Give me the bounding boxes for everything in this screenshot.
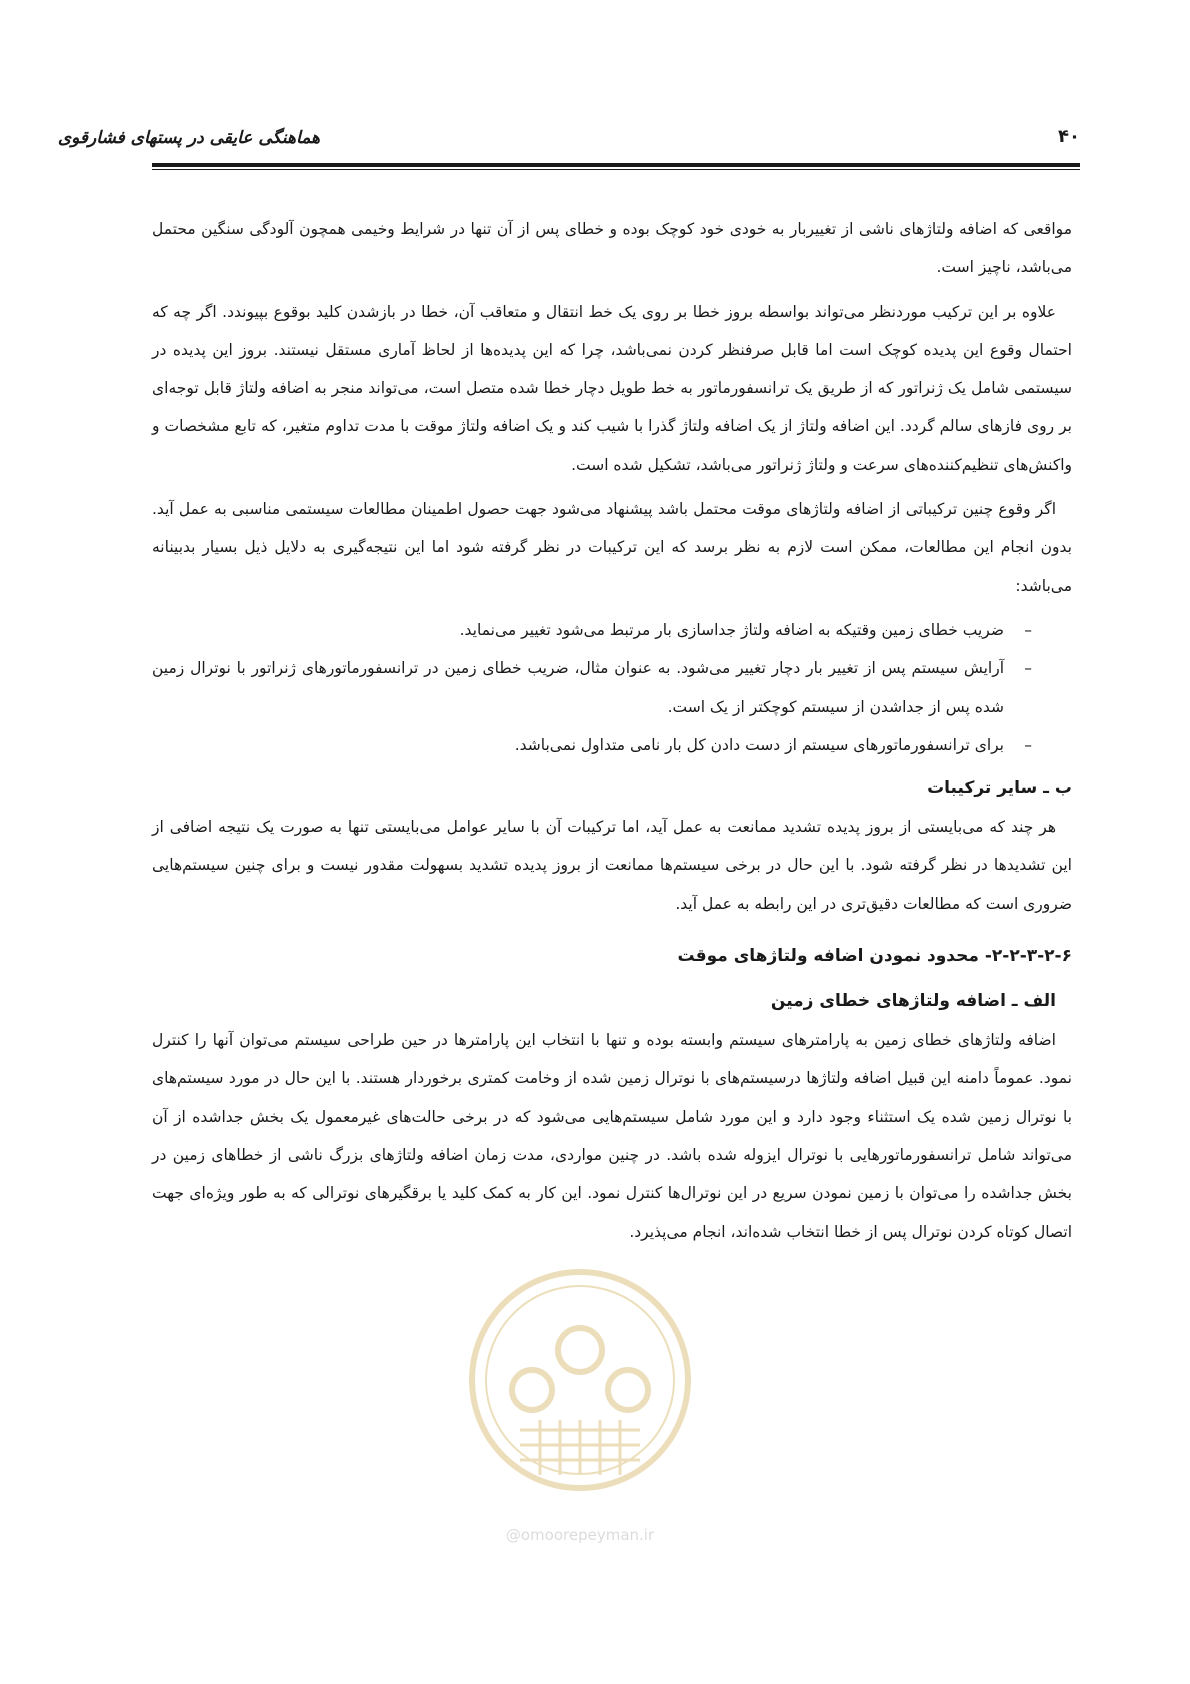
bullet-list (152, 611, 1072, 764)
watermark-seal (460, 1230, 700, 1560)
dash-bullet: – (1024, 620, 1032, 639)
page-header (57, 124, 1080, 160)
paragraph: اگر وقوع چنین ترکیباتی از اضافه ولتاژهای موقت محتمل باشد پیشنهاد می‌شود جهت حصول اطمینان مطالعات سیستمی مناسبی به عمل آید. بدون انجام این مطالعات، ممکن است لازم به نظر برسد که این ترکیبات در نظر گرفته شود اما این نتیجه‌گیری به دلایل ذیل بسیار بدبینانه می‌باشد: (152, 500, 1072, 595)
list-item: – برای ترانسفورماتورهای سیستم از دست دادن کل بار نامی متداول نمی‌باشد. (152, 726, 1032, 764)
dash-bullet: – (1024, 659, 1032, 678)
subheading-ground-fault: الف ـ اضافه ولتاژهای خطای زمین (770, 991, 1056, 1012)
seal-logo (460, 1230, 700, 1560)
header-rule-thick (152, 163, 1080, 167)
paragraph: علاوه بر این ترکیب موردنظر می‌تواند بواسطه بروز خطا بر روی یک خط انتقال و متعاقب آن، خطا در بازشدن کلید بوقوع بپیوندد. اگر چه که احتمال وقوع این پدیده کوچک است اما قابل صرفنظر کردن نمی‌باشد، چرا که این پدیده‌ها از لحاظ آماری مستقل نیستند. بروز این پدیده در سیستمی شامل یک ژنراتور که از طریق یک ترانسفورماتور به خط طویل دچار خطا شده متصل است، می‌تواند منجر به اضافه ولتاژ قابل توجه‌ای بر روی فازهای سالم گردد. این اضافه ولتاژ از یک اضافه ولتاژ گذرا با شیب کند و یک اضافه ولتاژ موقت با مدت تداوم متغیر، که تابع مشخصات و واکنش‌های تنظیم‌کننده‌های سرعت و ولتاژ ژنراتور می‌باشد، تشکیل شده است. (152, 302, 1072, 474)
list-item: – ضریب خطای زمین وقتیکه به اضافه ولتاژ جداسازی بار مرتبط می‌شود تغییر می‌نماید. (152, 611, 1032, 649)
paragraph: مواقعی که اضافه ولتاژهای ناشی از تغییربار به خودی خود کوچک بوده و خطای پس از آن تنها در شرایط وخیمی همچون آلودگی سنگین محتمل می‌باشد، ناچیز است. (152, 220, 1072, 277)
header-rule-thin (152, 169, 1080, 170)
paragraph: هر چند که می‌بایستی از بروز پدیده تشدید ممانعت به عمل آید، اما ترکیبات آن با سایر عوامل می‌بایستی تنها به صورت یک نتیجه اضافی از این تشدیدها در نظر گرفته شود. با این حال در برخی سیستم‌ها ممانعت از بروز پدیده تشدید بسهولت مقدور نیست و برای چنین سیستم‌هایی ضروری است که مطالعات دقیق‌تری در این رابطه به عمل آید. (152, 818, 1072, 913)
page-number: ۴۰ (1058, 126, 1080, 147)
running-title: هماهنگی عایقی در پستهای فشارقوی (57, 128, 320, 148)
paragraph: اضافه ولتاژهای خطای زمین به پارامترهای سیستم وابسته بوده و تنها با انتخاب این پارامترها در حین طراحی سیستم می‌توان آنها را کنترل نمود. عموماً دامنه این قبیل اضافه ولتاژها درسیستم‌های با نوترال زمین شده از وخامت کمتری برخوردار هستند. با این حال در مورد سیستم‌های با نوترال زمین شده یک استثناء وجود دارد و این مورد شامل سیستم‌هایی می‌شود که در برخی حالت‌های غیرمعمول یک بخش جداشده از آن می‌تواند شامل ترانسفورماتورهایی با نوترال ایزوله شده باشد. در چنین مواردی، مدت زمان اضافه ولتاژهای بزرگ ناشی از خطاهای زمین در بخش جداشده را می‌توان با زمین نمودن سریع در این نوترال‌ها کنترل نمود. این کار به کمک کلید یا برقگیرهای نوترالی که به طور ویژه‌ای جهت اتصال کوتاه کردن نوترال پس از خطا انتخاب شده‌اند، انجام می‌پذیرد. (152, 1031, 1072, 1241)
page-body (152, 210, 1072, 1257)
watermark-text: @omoorepeyman.ir (505, 1526, 655, 1544)
section-heading: ۲-۲-۳-۲-۶- محدود نمودن اضافه ولتاژهای موقت (677, 946, 1072, 967)
list-item: – آرایش سیستم پس از تغییر بار دچار تغییر می‌شود. به عنوان مثال، ضریب خطای زمین در ترانسفورماتورهای ژنراتور با نوترال زمین شده پس از جداشدن از سیستم کوچکتر از یک است. (152, 649, 1032, 726)
subheading-other-combinations: ب ـ سایر ترکیبات (927, 778, 1072, 799)
dash-bullet: – (1024, 735, 1032, 754)
